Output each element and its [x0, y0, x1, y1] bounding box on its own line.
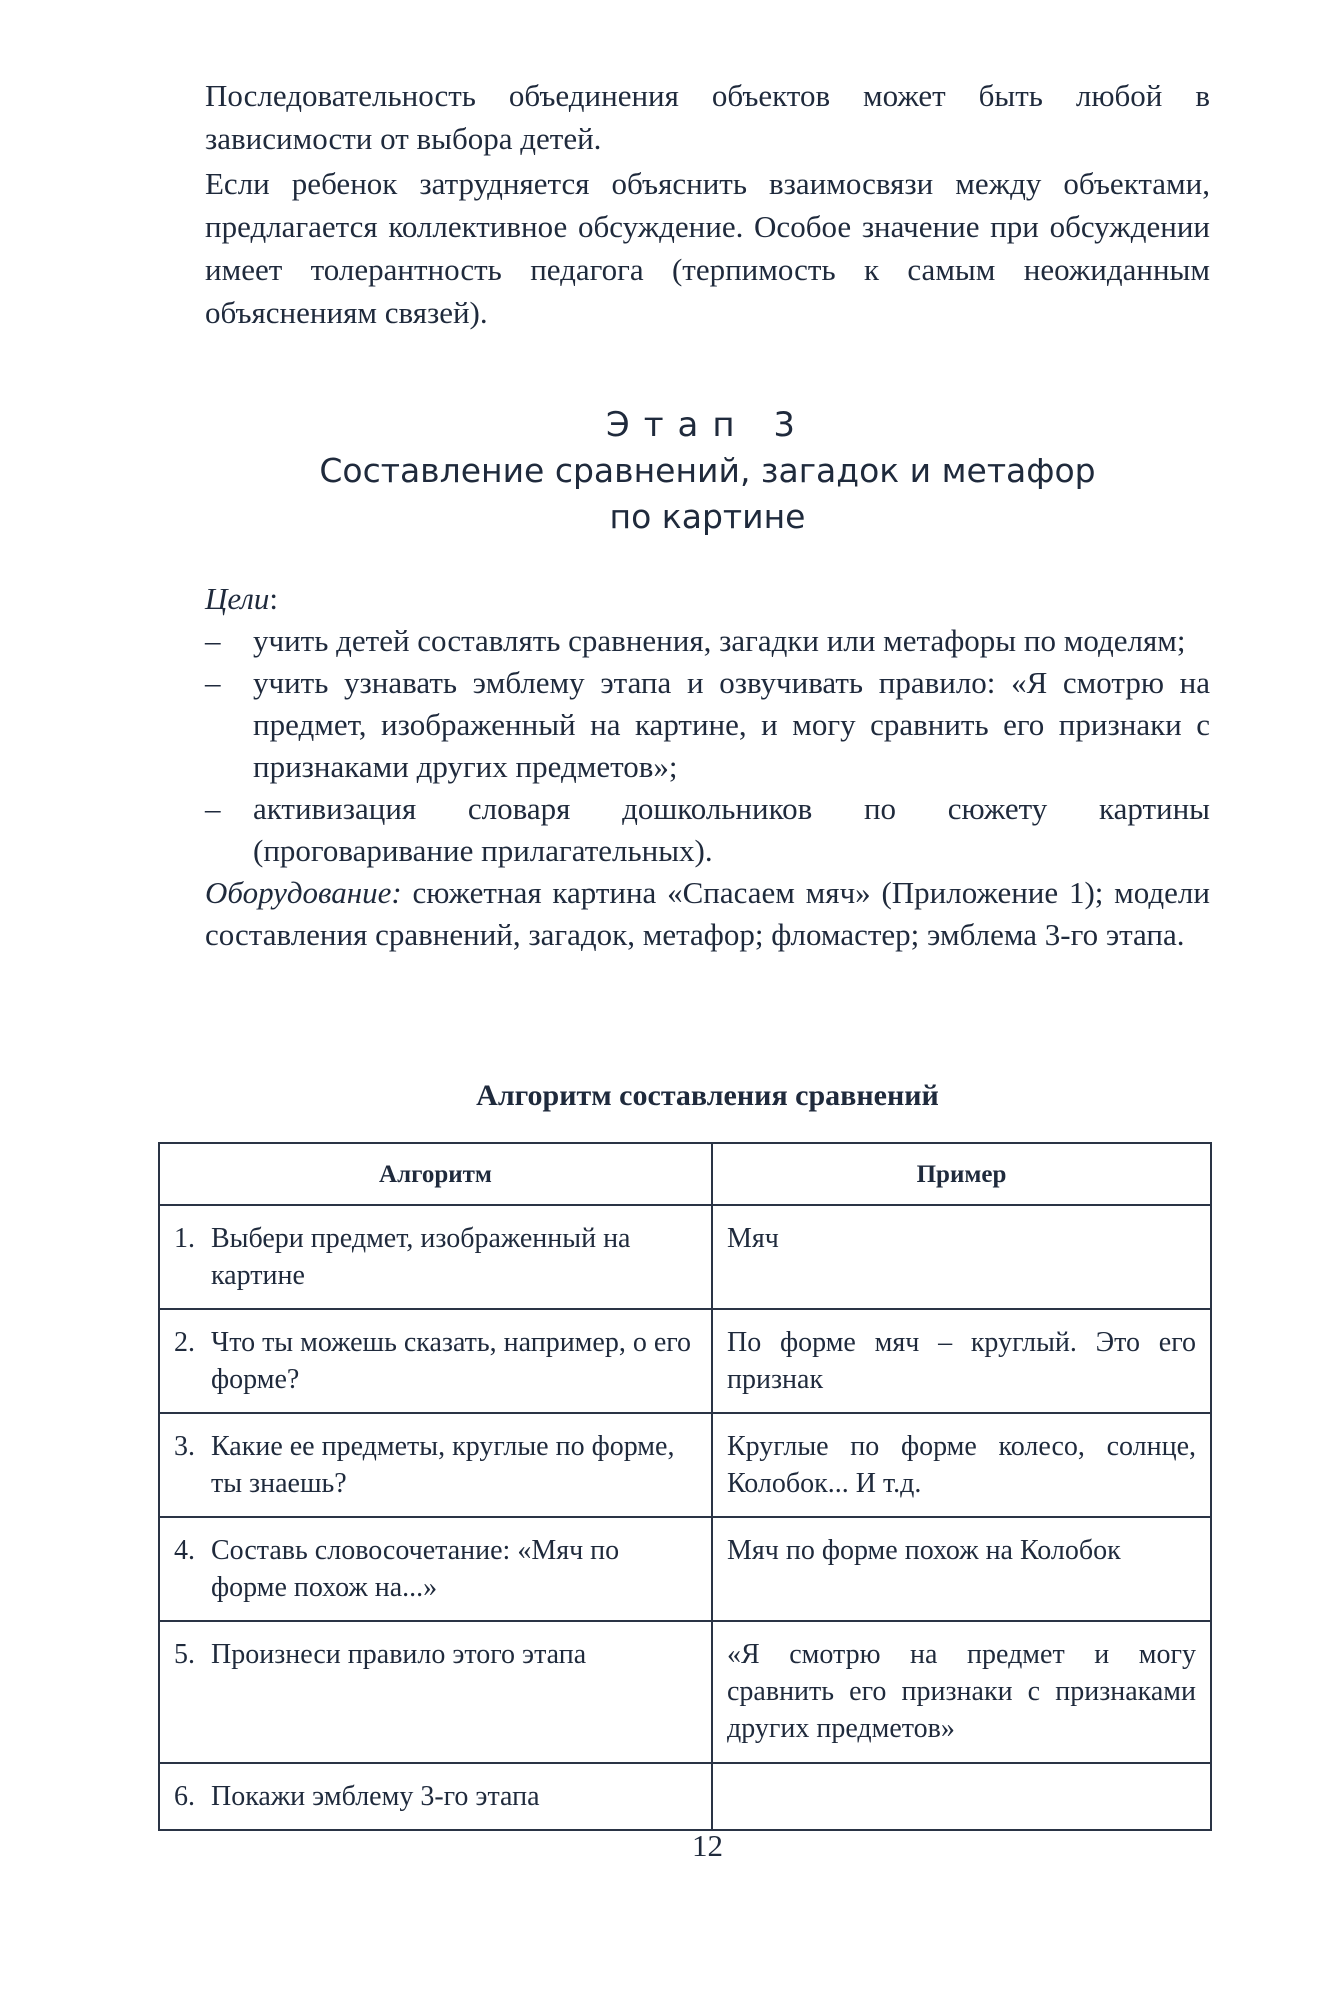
intro-paragraph-1	[205, 74, 1210, 160]
step-cell	[159, 1517, 712, 1621]
table-row	[159, 1763, 1211, 1830]
goal-dash: –	[205, 665, 221, 700]
goal-item-1	[205, 620, 1210, 662]
intro-paragraph-2-text: Если ребенок затрудняется объяснить взаимосвязи между объектами, предлагается коллективное обсуждение. Особое значение при обсуждении имеет толерантность педагога (терпимость к самым неожиданным объяснениям связей).	[205, 166, 1210, 330]
example-cell: Мяч	[712, 1205, 1211, 1309]
goal-item-3-text: активизация словаря дошкольников по сюжету картины (проговаривание прилагательных).	[253, 791, 1210, 868]
stage-title-heading	[205, 448, 1210, 540]
table-header-row	[159, 1143, 1211, 1205]
step-number: 6.	[174, 1781, 195, 1812]
intro-paragraph-1-text: Последовательность объединения объектов может быть любой в зависимости от выбора детей.	[205, 78, 1210, 156]
table-row	[159, 1205, 1211, 1309]
step-text: Произнеси правило этого этапа	[211, 1639, 587, 1670]
step-number: 5.	[174, 1639, 195, 1670]
equipment-label: Оборудование:	[205, 875, 402, 910]
goal-item-2-text: учить узнавать эмблему этапа и озвучивать правило: «Я смотрю на предмет, изображенный на картине, и могу сравнить его признаки с признаками других предметов»;	[253, 665, 1210, 784]
goal-dash: –	[205, 623, 221, 658]
table-title: Алгоритм составления сравнений	[476, 1079, 939, 1112]
goal-item-3	[205, 788, 1210, 872]
stage-number-heading: Этап 3	[605, 405, 810, 445]
page-number: 12	[692, 1828, 723, 1863]
step-text: Какие ее предметы, круглые по форме, ты знаешь?	[211, 1431, 675, 1499]
goals-label: Цели	[205, 581, 270, 616]
example-cell	[712, 1763, 1211, 1830]
stage-title-line-1: Составление сравнений, загадок и метафор	[319, 451, 1096, 490]
equipment-text: сюжетная картина «Спасаем мяч» (Приложение 1); модели составления сравнений, загадок, метафор; фломастер; эмблема 3-го этапа.	[205, 875, 1210, 952]
goal-item-1-text: учить детей составлять сравнения, загадки или метафоры по моделям;	[253, 623, 1186, 658]
step-number: 2.	[174, 1327, 195, 1358]
example-cell: По форме мяч – круглый. Это его признак	[712, 1309, 1211, 1413]
equipment-paragraph	[205, 872, 1210, 956]
goals-heading	[205, 578, 1210, 620]
step-text: Составь словосочетание: «Мяч по форме похож на...»	[211, 1535, 620, 1603]
step-cell	[159, 1309, 712, 1413]
example-cell: Мяч по форме похож на Колобок	[712, 1517, 1211, 1621]
intro-paragraph-2	[205, 162, 1210, 334]
goals-section	[205, 578, 1210, 956]
table-row	[159, 1621, 1211, 1763]
stage-title-line-2: по картине	[609, 497, 806, 536]
example-cell: «Я смотрю на предмет и могу сравнить его признаки с признаками других предметов»	[712, 1621, 1211, 1763]
step-text: Покажи эмблему 3-го этапа	[211, 1781, 540, 1812]
algorithm-table	[158, 1142, 1212, 1831]
table-row	[159, 1413, 1211, 1517]
step-text: Что ты можешь сказать, например, о его форме?	[211, 1327, 692, 1395]
header-example: Пример	[712, 1143, 1211, 1205]
header-algorithm: Алгоритм	[159, 1143, 712, 1205]
step-number: 1.	[174, 1223, 195, 1254]
step-cell	[159, 1413, 712, 1517]
table-row	[159, 1309, 1211, 1413]
step-cell	[159, 1763, 712, 1830]
table-row	[159, 1517, 1211, 1621]
example-cell: Круглые по форме колесо, солнце, Колобок... И т.д.	[712, 1413, 1211, 1517]
goal-dash: –	[205, 791, 221, 826]
step-cell	[159, 1205, 712, 1309]
goals-colon: :	[269, 581, 279, 616]
step-text: Выбери предмет, изображенный на картине	[211, 1223, 631, 1291]
step-number: 3.	[174, 1431, 195, 1462]
goal-item-2	[205, 662, 1210, 788]
step-cell	[159, 1621, 712, 1763]
step-number: 4.	[174, 1535, 195, 1566]
